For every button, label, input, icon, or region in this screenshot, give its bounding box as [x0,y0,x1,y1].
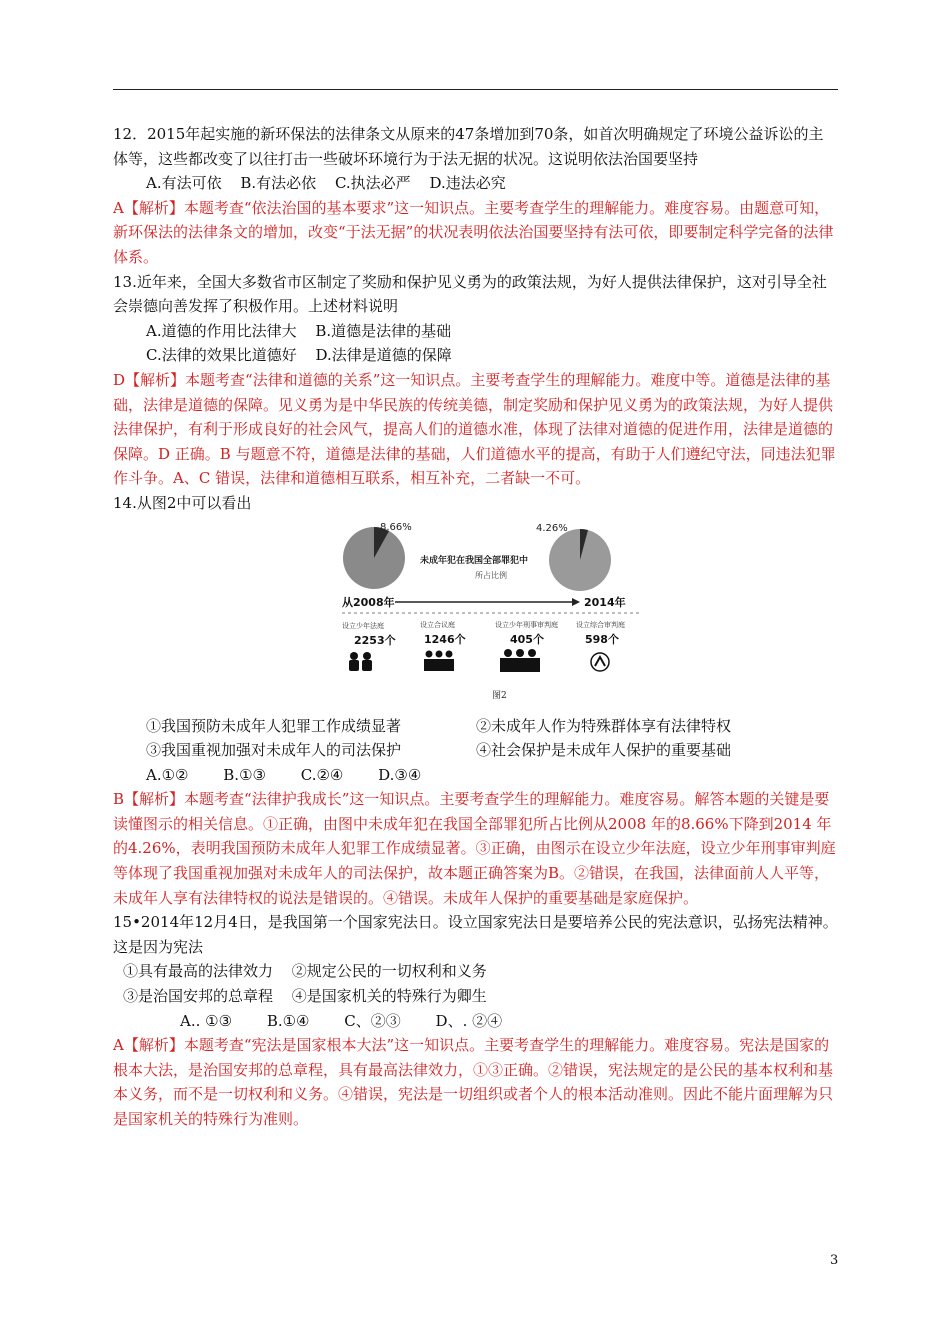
people-icon [349,652,372,671]
judge-bench-icon [500,649,540,672]
q15-analysis: A【解析】本题考查“宪法是国家根本大法”这一知识点。主要考查学生的理解能力。难度容易。宪法是国家的根本大法，是治国安邦的总章程，具有最高法律效力，①③正确。②错误，宪法规定的是公民的基本权利和基本义务，而不是一切权利和义务。④错误，宪法是一切组织或者个人的根本活动准则。因此不能片面理解为只是国家机关的特殊行为准则。 [113,1036,834,1128]
figure-arrow-head [572,598,580,606]
figure-item-4-label: 设立综合审判庭 [576,620,625,629]
q15-option-c: C、②③ [344,1011,401,1030]
figure-center-title-1: 未成年犯在我国全部罪犯中 [420,555,529,566]
q15-statement-4: ④是国家机关的特殊行为卿生 [291,987,487,1006]
q14-option-a: A.①② [146,765,189,784]
q15-statements-row1 [113,959,838,984]
q15-statement-3: ③是治国安邦的总章程 [123,987,274,1006]
q14-statement-4: ④社会保护是未成年人保护的重要基础 [476,741,732,760]
figure-item-2-value: 1246个 [424,632,466,646]
q12-option-d: D.违法必究 [429,174,506,193]
q14-stem: 14.从图2中可以看出 [113,493,252,512]
figure-item-3-value: 405个 [510,632,544,646]
q12-stem: 12．2015年起实施的新环保法的法律条文从原来的47条增加到70条，如首次明确规定了环境公益诉讼的主体等，这些都改变了以往打击一些破坏环境行为于法无据的状况。这说明依法治国要坚持 [113,125,824,168]
q13-option-a: A.道德的作用比法律大 [146,321,297,340]
court-panel-icon [424,650,454,671]
figure-item-1-value: 2253个 [354,633,396,647]
header-rule [113,89,838,90]
figure-item-1-label: 设立少年法庭 [342,621,384,630]
figure-year-to: 2014年 [584,595,626,609]
q15-statement-2: ②规定公民的一切权利和义务 [291,962,487,981]
q14-options [113,763,838,788]
q15-stem: 15•2014年12月4日，是我国第一个国家宪法日。设立国家宪法日是要培养公民的宪法意识，弘扬宪法精神。这是因为宪法 [113,913,838,956]
q13-option-c: C.法律的效果比道德好 [146,346,297,365]
q15-option-b: B.①④ [266,1011,310,1030]
q13-option-d: D.法律是道德的保障 [315,346,452,365]
q14-analysis: B【解析】本题考查“法律护我成长”这一知识点。主要考查学生的理解能力。难度容易。解答本题的关键是要读懂图示的相关信息。①正确，由图中未成年犯在我国全部罪犯所占比例从2008 年的8.66%下降到2014 年的4.26%，表明我国预防未成年人犯罪工作成绩显著。③正确，由图示在设立少年法庭，设立少年刑事审判庭等体现了我国重视加强对未成年人的司法保护，故本题正确答案为B。②错误，在我国，法律面前人人平等，未成年人享有法律特权的说法是错误的。④错误。未成年人保护的重要基础是家庭保护。 [113,790,836,907]
q14-option-c: C.②④ [300,765,344,784]
q14-statement-3: ③我国重视加强对未成年人的司法保护 [146,741,402,760]
pie-2014-label: 4.26% [536,522,568,534]
figure-2-graphic [340,520,680,710]
scales-icon [591,653,609,671]
q14-option-b: B.①③ [223,765,266,784]
q12-option-c: C.执法必严 [334,174,411,193]
figure-item-4-value: 598个 [585,632,619,646]
figure-year-from: 从2008年 [342,595,395,609]
q15-statement-1: ①具有最高的法律效力 [123,962,274,981]
q12-option-b: B.有法必依 [240,174,317,193]
q14-statement-1: ①我国预防未成年人犯罪工作成绩显著 [146,716,402,735]
figure-item-2-label: 设立合议庭 [420,620,455,629]
page-number: 3 [830,1253,839,1268]
q12-options [113,171,838,196]
figure-item-3-label: 设立少年刑事审判庭 [495,620,558,629]
figure-caption: 图2 [492,690,507,701]
q15-option-a: A.. ①③ [180,1011,233,1030]
q12-analysis: A【解析】本题考查“依法治国的基本要求”这一知识点。主要考查学生的理解能力。难度容易。由题意可知，新环保法的法律条文的增加，改变“于法无据”的状况表明依法治国要坚持有法可依，即要制定科学完备的法律体系。 [113,198,834,266]
q14-statements-row2 [113,738,838,763]
q15-options [113,1009,838,1034]
q14-option-d: D.③④ [378,765,422,784]
figure-2 [340,520,680,710]
q15-statements-row2 [113,984,838,1009]
q14-statement-2: ②未成年人作为特殊群体享有法律特权 [476,716,732,735]
q15-option-d: D、. ②④ [435,1011,503,1030]
q13-options-row1 [113,319,838,344]
q13-option-b: B.道德是法律的基础 [315,321,452,340]
q14-statements-row1 [113,714,838,739]
figure-center-title-2: 所占比例 [475,570,507,580]
q13-stem: 13.近年来，全国大多数省市区制定了奖励和保护见义勇为的政策法规，为好人提供法律保护，这对引导全社会崇德向善发挥了积极作用。上述材料说明 [113,272,827,316]
q12-option-a: A.有法可依 [146,174,222,193]
pie-2008-label: 8.66% [380,521,412,533]
q13-analysis: D【解析】本题考查“法律和道德的关系”这一知识点。主要考查学生的理解能力。难度中等。道德是法律的基础，法律是道德的保障。见义勇为是中华民族的传统美德，制定奖励和保护见义勇为的政策法规，为好人提供法律保护，有利于形成良好的社会风气，提高人们的道德水准，体现了法律对道德的促进作用，法律是道德的保障。D 正确。B 与题意不符，道德是法律的基础，人们道德水平的提高，有助于人们遵纪守法，同违法犯罪作斗争。A、C 错误，法律和道德相互联系，相互补充，二者缺一不可。 [113,370,836,488]
page-content [113,122,838,1132]
q13-options-row2 [113,343,838,368]
